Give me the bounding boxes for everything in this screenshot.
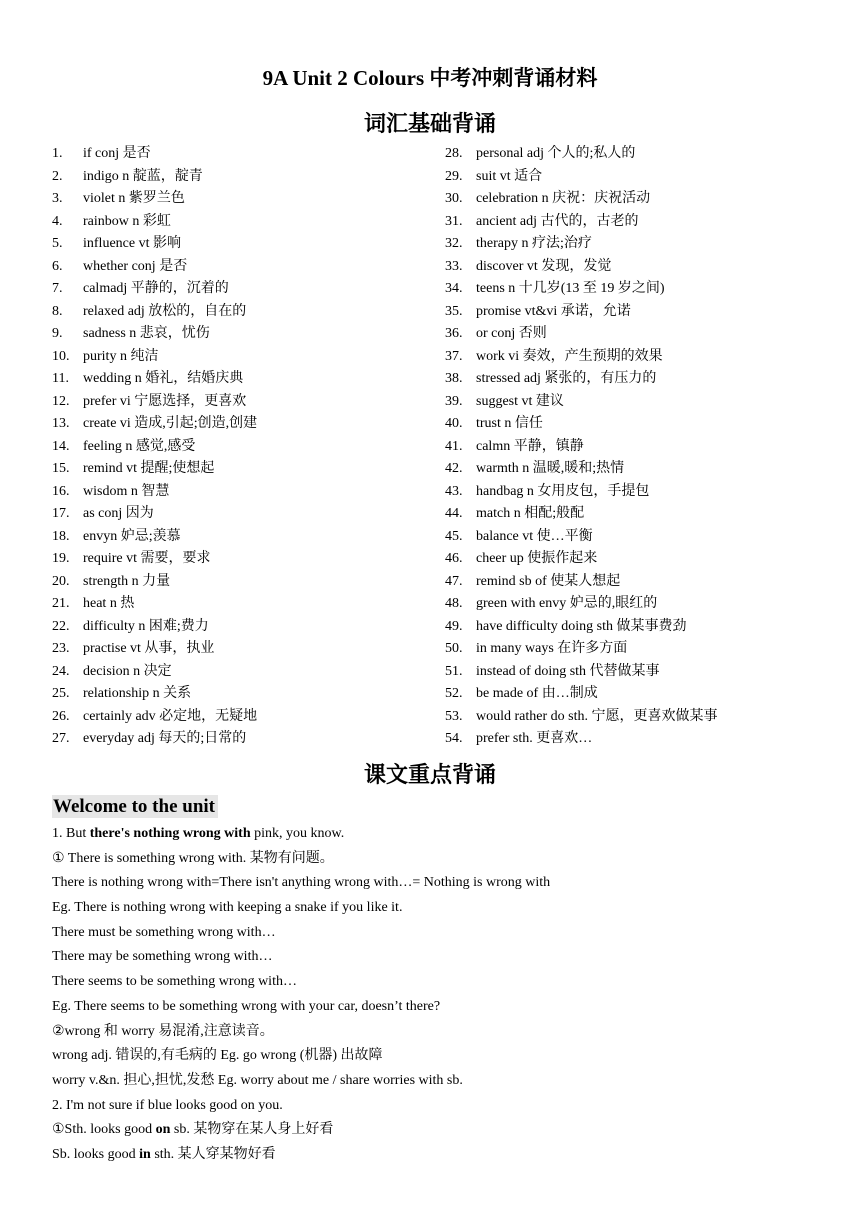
vocab-text: in many ways 在许多方面 [476, 641, 628, 656]
vocab-item [52, 616, 442, 639]
vocab-num: 44. [445, 506, 463, 521]
vocab-item [445, 638, 845, 661]
vocab-list-right [445, 143, 845, 751]
text-line [52, 1069, 842, 1094]
vocab-text: everyday adj 每天的;日常的 [83, 731, 247, 746]
vocab-text: difficulty n 困难;费力 [83, 618, 209, 634]
vocab-text: promise vt&vi 承诺，允诺 [476, 303, 631, 319]
page-title: 9A Unit 2 Colours 中考冲刺背诵材料 [262, 66, 598, 90]
vocab-num: 27. [52, 731, 70, 746]
vocab-item [445, 323, 845, 346]
vocab-text: be made of 由…制成 [476, 686, 598, 701]
vocab-text: personal adj 个人的;私人的 [476, 146, 636, 161]
vocab-text: wedding n 婚礼，结婚庆典 [83, 371, 244, 386]
vocab-num: 42. [445, 461, 463, 476]
vocab-text: strength n 力量 [83, 573, 171, 589]
line-text: sb. 某物穿在某人身上好看 [170, 1122, 334, 1138]
vocab-num: 35. [445, 303, 463, 319]
vocab-item [52, 166, 442, 189]
vocab-text: indigo n 靛蓝，靛青 [83, 168, 203, 184]
vocab-text: suggest vt 建议 [476, 393, 564, 409]
vocab-num: 14. [52, 438, 70, 454]
vocab-num: 49. [445, 618, 463, 634]
line-text: ① There is something wrong with. 某物有问题。 [52, 850, 334, 866]
vocab-text: certainly adv 必定地，无疑地 [83, 708, 258, 724]
text-line [52, 1094, 842, 1119]
vocab-num: 15. [52, 461, 70, 476]
vocab-item [445, 346, 845, 369]
line-text: There must be something wrong with… [52, 924, 276, 940]
vocab-item [52, 301, 442, 324]
vocab-num: 34. [445, 281, 463, 296]
vocab-text: practise vt 从事，执业 [83, 641, 215, 656]
vocab-text: or conj 否则 [476, 326, 547, 341]
text-heading: 课文重点背诵 [363, 763, 496, 788]
vocab-item [445, 503, 845, 526]
vocab-num: 13. [52, 416, 70, 431]
vocab-text: sadness n 悲哀，忧伤 [83, 326, 210, 341]
vocab-text: ancient adj 古代的，古老的 [476, 213, 639, 229]
vocab-item [52, 571, 442, 594]
vocab-text: create vi 造成,引起;创造,创建 [83, 416, 258, 431]
line-text: sth. 某人穿某物好看 [150, 1146, 276, 1162]
line-text: There seems to be something wrong with… [52, 974, 297, 990]
vocab-text: stressed adj 紧张的，有压力的 [476, 371, 657, 386]
text-line [52, 921, 842, 946]
line-text: ②wrong 和 worry 易混淆,注意读音。 [52, 1023, 274, 1039]
vocab-item [52, 346, 442, 369]
line-text: pink, you know. [250, 826, 345, 841]
vocab-text: wisdom n 智慧 [83, 483, 170, 499]
vocab-item [52, 211, 442, 234]
vocab-num: 31. [445, 213, 463, 229]
vocab-text: would rather do sth. 宁愿，更喜欢做某事 [476, 708, 718, 724]
vocab-num: 3. [52, 191, 63, 206]
vocab-text: therapy n 疗法;治疗 [476, 236, 592, 251]
vocab-item [52, 638, 442, 661]
text-line [52, 1020, 842, 1045]
vocab-num: 40. [445, 416, 463, 431]
vocab-text: remind vt 提醒;使想起 [83, 461, 215, 476]
text-line [52, 970, 842, 995]
vocab-item [445, 143, 845, 166]
vocab-text: feeling n 感觉,感受 [83, 438, 196, 454]
vocab-text: require vt 需要，要求 [83, 551, 211, 566]
vocab-text: whether conj 是否 [83, 258, 188, 274]
text-line [52, 847, 842, 872]
vocab-num: 24. [52, 663, 70, 679]
line-text: There may be something wrong with… [52, 949, 273, 965]
vocab-num: 18. [52, 528, 70, 544]
vocab-num: 26. [52, 708, 70, 724]
vocab-num: 48. [445, 596, 463, 611]
vocab-num: 45. [445, 528, 463, 544]
vocab-text: discover vt 发现，发觉 [476, 258, 612, 274]
vocab-num: 37. [445, 348, 463, 364]
vocab-text: cheer up 使振作起来 [476, 551, 598, 566]
vocab-item [445, 301, 845, 324]
vocab-item [445, 233, 845, 256]
vocab-num: 32. [445, 236, 463, 251]
vocab-item [445, 571, 845, 594]
vocab-num: 20. [52, 573, 70, 589]
vocab-item [445, 436, 845, 459]
vocab-item [445, 593, 845, 616]
vocab-num: 50. [445, 641, 463, 656]
vocab-text: celebration n 庆祝：庆祝活动 [476, 191, 651, 206]
text-line [52, 1044, 842, 1069]
vocab-text: suit vt 适合 [476, 168, 543, 184]
vocab-item [52, 683, 442, 706]
text-line [52, 1118, 842, 1143]
line-text: There is nothing wrong with=There isn't anything wrong with…= Nothing is wrong with [52, 875, 551, 891]
vocab-text: rainbow n 彩虹 [83, 213, 171, 229]
vocab-text: prefer sth. 更喜欢… [476, 731, 593, 746]
vocab-num: 47. [445, 573, 463, 589]
vocab-num: 46. [445, 551, 463, 566]
vocab-heading: 词汇基础背诵 [363, 112, 496, 137]
vocab-num: 21. [52, 596, 70, 611]
vocab-num: 52. [445, 686, 463, 701]
vocab-text: remind sb of 使某人想起 [476, 573, 621, 589]
vocab-text: match n 相配;般配 [476, 506, 585, 521]
vocab-num: 36. [445, 326, 463, 341]
vocab-num: 6. [52, 258, 63, 274]
vocab-item [52, 481, 442, 504]
vocab-num: 51. [445, 663, 463, 679]
vocab-item [52, 188, 442, 211]
vocab-item [445, 548, 845, 571]
vocab-num: 12. [52, 393, 70, 409]
vocab-num: 8. [52, 303, 63, 319]
line-text: 1. But [52, 826, 90, 841]
vocab-item [52, 593, 442, 616]
vocab-num: 53. [445, 708, 463, 724]
vocab-num: 22. [52, 618, 70, 634]
vocab-text: envyn 妒忌;羡慕 [83, 528, 181, 544]
vocab-item [52, 413, 442, 436]
vocab-text: have difficulty doing sth 做某事费劲 [476, 618, 687, 634]
vocab-item [445, 368, 845, 391]
vocab-num: 9. [52, 326, 63, 341]
vocab-text: handbag n 女用皮包，手提包 [476, 483, 650, 499]
vocab-text: heat n 热 [83, 596, 135, 611]
line-text: wrong adj. 错误的,有毛病的 Eg. go wrong (机器) 出故障 [52, 1048, 383, 1064]
vocab-text: decision n 决定 [83, 663, 172, 679]
vocab-text: relationship n 关系 [83, 686, 192, 701]
vocab-text: trust n 信任 [476, 416, 543, 431]
vocab-item [52, 661, 442, 684]
vocab-num: 5. [52, 236, 63, 251]
vocab-item [445, 256, 845, 279]
vocab-text: work vi 奏效，产生预期的效果 [476, 348, 663, 364]
vocab-item [445, 683, 845, 706]
vocab-item [52, 458, 442, 481]
vocab-num: 30. [445, 191, 463, 206]
vocab-text: teens n 十几岁(13 至 19 岁之间) [476, 281, 665, 296]
vocab-item [445, 616, 845, 639]
vocab-num: 1. [52, 146, 63, 161]
vocab-item [52, 526, 442, 549]
vocab-num: 43. [445, 483, 463, 499]
vocab-num: 11. [52, 371, 69, 386]
vocab-num: 39. [445, 393, 463, 409]
vocab-item [52, 233, 442, 256]
vocab-item [52, 728, 442, 751]
line-text: 2. I'm not sure if blue looks good on you. [52, 1097, 283, 1113]
vocab-text: prefer vi 宁愿选择，更喜欢 [83, 393, 247, 409]
vocab-item [445, 706, 845, 729]
vocab-num: 54. [445, 731, 463, 746]
vocab-item [52, 391, 442, 414]
line-bold: on [155, 1122, 171, 1138]
vocab-text: as conj 因为 [83, 506, 154, 521]
vocab-num: 38. [445, 371, 463, 386]
vocab-item [52, 256, 442, 279]
vocab-num: 33. [445, 258, 463, 274]
vocab-item [445, 391, 845, 414]
vocab-num: 2. [52, 168, 63, 184]
vocab-num: 19. [52, 551, 70, 566]
vocab-item [445, 413, 845, 436]
line-text: Eg. There is nothing wrong with keeping a snake if you like it. [52, 900, 403, 916]
vocab-num: 10. [52, 348, 70, 364]
vocab-item [52, 706, 442, 729]
vocab-item [52, 323, 442, 346]
text-lines [52, 822, 842, 1168]
vocab-item [52, 278, 442, 301]
vocab-text: balance vt 使…平衡 [476, 528, 593, 544]
text-line [52, 871, 842, 896]
vocab-list-left [52, 143, 442, 751]
vocab-text: calmn 平静，镇静 [476, 438, 584, 454]
vocab-item [445, 661, 845, 684]
vocab-text: warmth n 温暖,暖和;热情 [476, 461, 625, 476]
line-text: Eg. There seems to be something wrong with your car, doesn’t there? [52, 998, 441, 1014]
vocab-text: green with envy 妒忌的,眼红的 [476, 596, 658, 611]
vocab-num: 29. [445, 168, 463, 184]
vocab-item [52, 548, 442, 571]
vocab-num: 7. [52, 281, 63, 296]
vocab-text: purity n 纯洁 [83, 348, 159, 364]
text-line [52, 896, 842, 921]
vocab-num: 25. [52, 686, 70, 701]
vocab-text: instead of doing sth 代替做某事 [476, 663, 660, 679]
vocab-num: 41. [445, 438, 463, 454]
text-line [52, 945, 842, 970]
vocab-num: 16. [52, 483, 70, 499]
vocab-text: calmadj 平静的，沉着的 [83, 281, 229, 296]
vocab-text: influence vt 影响 [83, 236, 181, 251]
line-bold: there's nothing wrong with [89, 826, 251, 841]
text-line [52, 1143, 842, 1168]
vocab-num: 28. [445, 146, 463, 161]
section-title: Welcome to the unit [52, 795, 218, 818]
vocab-item [445, 211, 845, 234]
vocab-item [445, 526, 845, 549]
vocab-text: if conj 是否 [83, 146, 151, 161]
vocab-num: 17. [52, 506, 70, 521]
vocab-item [52, 368, 442, 391]
line-text: ①Sth. looks good [52, 1122, 156, 1138]
vocab-item [445, 481, 845, 504]
line-bold: in [139, 1146, 151, 1162]
text-line [52, 995, 842, 1020]
text-line [52, 822, 842, 847]
vocab-item [445, 458, 845, 481]
vocab-item [445, 728, 845, 751]
vocab-num: 4. [52, 213, 63, 229]
vocab-num: 23. [52, 641, 70, 656]
vocab-item [445, 278, 845, 301]
vocab-item [445, 188, 845, 211]
vocab-text: violet n 紫罗兰色 [83, 191, 185, 206]
vocab-text: relaxed adj 放松的，自在的 [83, 303, 247, 319]
line-text: worry v.&n. 担心,担忧,发愁 Eg. worry about me / share worries with sb. [52, 1072, 463, 1088]
vocab-item [52, 503, 442, 526]
vocab-item [52, 436, 442, 459]
vocab-item [445, 166, 845, 189]
vocab-item [52, 143, 442, 166]
line-text: Sb. looks good [52, 1146, 140, 1162]
